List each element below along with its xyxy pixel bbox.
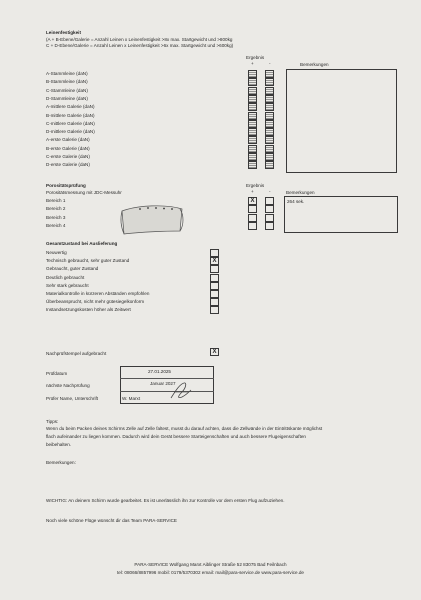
zustand-item-label: Überbeansprucht, nicht mehr gütesiegelkonform [46,299,145,305]
leinen-plus-checkbox[interactable] [248,161,257,169]
leinen-plus-checkbox[interactable] [248,78,257,86]
tipps-line-1: Wenn du beim Packen deines Schirms Zelle auf Zelle faltest, musst du darauf achten, dass die Zellwände in der Eintrittskante möglichst [46,426,323,431]
leinen-plus-checkbox[interactable] [248,103,257,111]
porositaet-minus-checkbox[interactable] [265,197,274,205]
zustand-item-label: Deutlich gebraucht [46,274,85,280]
naechste-pruefung-label: nächste Nachprüfung [46,383,90,388]
leinen-plus-checkbox[interactable] [248,70,257,78]
footer-contact: tel: 08066/8857996 mobil: 0179/5370302 email: mail@para-service.de www.para-service.de [117,570,304,575]
leinen-minus-checkbox[interactable] [265,161,274,169]
leinen-row-label: C-Stammleine (daN) [46,87,88,93]
leinen-row-label: D-mittlere Galerie (daN) [46,129,95,135]
zustand-item-label: Technisch gebraucht, sehr guter Zustand [46,258,130,264]
wichtig-note: WICHTIG: An deinem Schirm wurde gearbeitet. Es ist unerlässlich ihn zur Kontrolle vor dem ersten Flug aufzuziehen. [46,498,285,503]
minus-label: - [269,61,271,66]
stamp-divider-1 [120,378,214,379]
leinen-minus-checkbox[interactable] [265,120,274,128]
leinen-minus-checkbox[interactable] [265,70,274,78]
porositaet-mark: X [250,198,255,204]
porositaet-plus-checkbox[interactable] [248,197,257,205]
leinen-row-label: B-erste Galerie (daN) [46,145,90,151]
porositaet-plus-checkbox[interactable] [248,214,257,222]
bemerkungen-title: Bemerkungen: [46,460,76,465]
leinen-row-label: A-mittlere Galerie (daN) [46,104,95,110]
zustand-checkbox[interactable] [210,274,219,282]
tipps-line-3: beibehalten. [46,442,72,447]
porositaet-ergebnis-label: Ergebnis [246,183,265,188]
porositaet-subtitle: Porositätsmessung mit JDC-Messuhr [46,190,122,195]
zustand-mark: X [212,258,217,265]
zustand-checkbox[interactable] [210,290,219,298]
leinen-plus-checkbox[interactable] [248,136,257,144]
bemerkungen-label: Bemerkungen [300,62,329,67]
leinen-row-label: A-erste Galerie (daN) [46,137,90,143]
leinen-plus-checkbox[interactable] [248,153,257,161]
plus-label: + [251,61,254,66]
leinen-row-label: A-Stammleine (daN) [46,71,88,76]
leinen-minus-checkbox[interactable] [265,112,274,120]
zustand-item-label: Sehr stark gebraucht [46,282,89,288]
leinen-minus-checkbox[interactable] [265,103,274,111]
porositaet-row-label: Bereich 4 [46,222,66,228]
zustand-item-label: Neuwertig [46,250,67,255]
zustand-checkbox[interactable] [210,298,219,306]
porositaet-title: Porositätsprüfung [46,183,86,188]
gruss-note: Noch viele schöne Flüge wünscht dir das Team PARA-SERVICE [46,518,177,523]
porositaet-minus-checkbox[interactable] [265,214,274,222]
leinen-minus-checkbox[interactable] [265,153,274,161]
leinen-row-label: B-mittlere Galerie (daN) [46,112,95,118]
pruefer-value: W. Marxt [122,396,141,401]
zustand-item-label: Materialkontrolle in kürzeren Abständen empfohlen [46,291,150,296]
leinen-row-label: B-Stammleine (daN) [46,79,88,85]
zustand-checkbox[interactable] [210,249,219,257]
pruefdatum-label: Prüfdatum [46,371,68,376]
footer-address: PARA-SERVICE Wolfgang Marxt Aiblinger Straße 52 83075 Bad Feilnbach [134,562,287,567]
porositaet-minus-checkbox[interactable] [265,222,274,230]
porositaet-row-label: Bereich 3 [46,214,66,220]
leinen-row-label: D-erste Galerie (daN) [46,162,90,168]
zustand-item-label: Instandsetzungskosten höher als Zeitwert [46,307,131,313]
stempel-checkbox[interactable] [210,348,219,356]
zustand-checkbox[interactable] [210,265,219,273]
porositaet-plus-checkbox[interactable] [248,205,257,213]
stamp-divider-2 [120,391,214,392]
signature-icon [168,380,194,402]
leinen-bemerkungen-box[interactable] [286,69,397,173]
leinen-minus-checkbox[interactable] [265,128,274,136]
zustand-checkbox[interactable] [210,257,219,265]
gesamtzustand-title: Gesamtzustand bei Auslieferung [46,241,118,246]
leinenfestigkeit-title: Leinenfestigkeit [46,30,81,35]
porositaet-bemerkungen-label: Bemerkungen [286,190,315,195]
leinen-row-label: D-Stammleine (daN) [46,95,88,101]
zustand-item-label: Gebraucht, guter Zustand [46,266,99,272]
leinen-minus-checkbox[interactable] [265,136,274,144]
leinen-row-label: C-mittlere Galerie (daN) [46,120,95,126]
zustand-checkbox[interactable] [210,306,219,314]
leinen-minus-checkbox[interactable] [265,95,274,103]
leinen-plus-checkbox[interactable] [248,120,257,128]
leinenfestigkeit-rule-1: (A + B-Ebene/Galerie = Anzahl Leinen x Leinenfestigkeit >8x max. Startgewicht und >800kg [46,37,233,42]
leinen-plus-checkbox[interactable] [248,145,257,153]
zustand-checkbox[interactable] [210,282,219,290]
leinen-row-label: C-erste Galerie (daN) [46,154,90,159]
porositaet-minus-label: - [269,189,271,194]
pruefdatum-value: 27.01.2025 [148,369,171,374]
porositaet-minus-checkbox[interactable] [265,205,274,213]
porositaet-bemerkung-value: 264 sek. [287,199,305,204]
stempel-label: Nachprüfstempel aufgebracht [46,351,107,356]
leinen-plus-checkbox[interactable] [248,95,257,103]
wing-profile-icon [118,201,190,239]
leinen-plus-checkbox[interactable] [248,128,257,136]
pruefer-label: Prüfer Name, Unterschrift [46,396,99,401]
naechste-pruefung-value: Januar 2027 [150,381,176,386]
ergebnis-label: Ergebnis [246,55,265,60]
leinenfestigkeit-rule-2: C + D-Ebene/Galerie = Anzahl Leinen x Leinenfestigkeit >6x max. Startgewicht und >600kg) [46,43,234,48]
porositaet-row-label: Bereich 1 [46,198,66,203]
tipps-line-2: flach aufeinander zu liegen kommen. Dadurch wird dein Gerät bessere Starteigenschaften und auch bessere Flugeigenschaften [46,434,306,439]
stempel-mark: X [212,349,217,355]
leinen-minus-checkbox[interactable] [265,87,274,95]
porositaet-plus-label: + [251,189,254,194]
leinen-plus-checkbox[interactable] [248,112,257,120]
leinen-plus-checkbox[interactable] [248,87,257,95]
leinen-minus-checkbox[interactable] [265,145,274,153]
porositaet-row-label: Bereich 2 [46,206,66,212]
leinen-minus-checkbox[interactable] [265,78,274,86]
tipps-title: Tipps: [46,419,59,424]
porositaet-plus-checkbox[interactable] [248,222,257,230]
